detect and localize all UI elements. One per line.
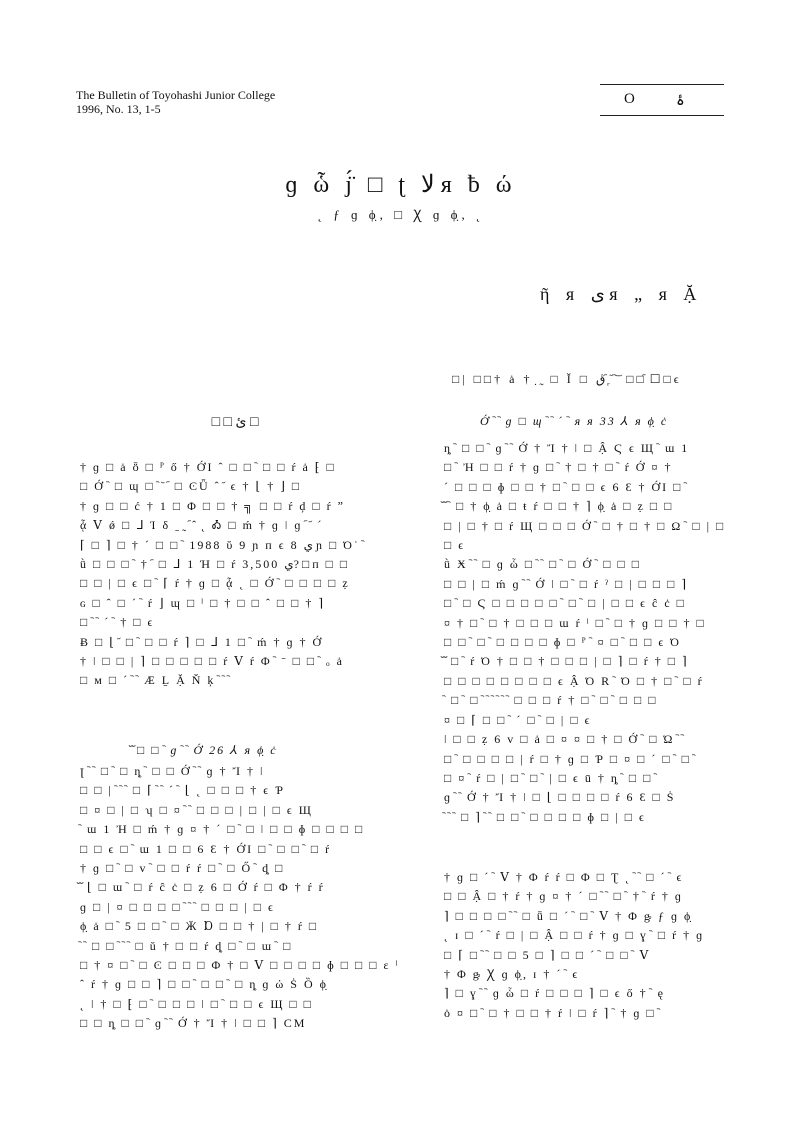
text-line: ˛ ɪ □ ˊ ᷆ ŕ □ | □ Ậ □ □ ŕ † ɡ □ ɣ ᷆ □ ŕ † ɡ <box>444 928 705 943</box>
text-line: □ □ | □ ḿ ɡ ᷆ ᷆ Ớ ǀ □ ᷆ □ ŕ ˀ □ | □ □ □ ⌉ <box>444 576 689 591</box>
category-box <box>600 84 724 116</box>
text-line: □ □ | □ ϵ □ ᷆ ⌈ ŕ † ɡ □ ᾆ ˛ □ Ớ ᷆ □ □ □ □ ẓ <box>80 576 350 591</box>
text-line: ᷆ □ ᷆ □ ᷆ ᷆ ᷆ ᷆ ᷆ ᷆ □ □ □ ŕ † □ ᷆ □ ᷆ □ □ □ <box>444 693 658 708</box>
text-line: □ ᷆ □ Ϛ □ □ □ □ □ ᷆ □ ᷆ □ | □ □ ϵ ĉ ċ □ <box>444 596 686 611</box>
text-line: □ ⌈ □ ᷆ ᷆ □ □ 5 □ ⌉ □ □ ˊ ᷆ □ □ ᷆ Ⅴ <box>444 947 651 962</box>
text-line: ǜ □ □ □ ᷆ † ᷇ □ ᒧ 1 Ή □ ŕ 3,500 ي? □ ᴨ □ □ <box>80 557 350 572</box>
text-line: Ƀ □ ⌊ ᷄ □ ᷆ □ □ ŕ ⌉ □ ᒧ 1 □ ᷆ ḿ † ɡ † Ớ <box>80 634 324 649</box>
text-line: † ɡ □ ȧ ȫ □ ᴾ ő † ỚΙ ˆ □ □ ᷆ □ □ ŕ ȧ ⁅ □ <box>80 460 336 474</box>
text-line: □ □ ᷆ □ ᷆ □ □ □ □ ɸ □ ᴾ ᷆ ¤ □ ᷆ □ □ ϵ Ό <box>444 635 681 650</box>
text-line: ɡ □ | ¤ □ □ □ □ ᷆ ᷆ ᷆ □ □ □ | □ ϵ <box>80 899 275 914</box>
text-line: □ † ¤ □ ᷆ □ Ͼ □ □ □ Φ † □ Ⅴ □ □ □ □ ɸ □ □ □ ɛ ˡ <box>80 958 400 973</box>
text-line: † ǀ □ □ | ⌉ □ □ □ □ □ ŕ Ⅴ ŕ Φ ᷆ ˉ □ □ ᷆ ₒ ȧ <box>80 654 344 669</box>
text-line: ǜ Ӿ ᷆ ᷆ □ ɡ ὧ □ ᷆ ᷆ □ ᷆ □ Ớ ᷆ □ □ □ <box>444 557 641 572</box>
text-line: □ □ Ậ □ † ŕ † ɡ ¤ † ˊ □ ᷆ ᷆ □ ᷆ † ᷆ ŕ † ɡ <box>444 889 683 904</box>
text-line: ꞁ ᷆ ᷆ □ ᷆ □ ȵ ᷆ □ □ Ớ ᷆ ᷆ ɡ † Ἴ † ǀ <box>80 764 265 778</box>
text-line: † ɡ □ ᷆ □ ᴠ ᷆ □ □ ŕ ŕ □ ᷆ □ Ő ᷆ ȡ □ <box>80 861 285 876</box>
text-line: □ ᷆ Ἠ □ □ ŕ † ɡ □ ᷆ † □ † □ ᷆ ŕ Ớ ¤ † <box>444 460 673 475</box>
journal-issue: 1996, No. 13, 1-5 <box>76 102 161 116</box>
text-line: ᷓ ⌊ □ ɯ ᷆ □ ŕ ĉ ċ □ ẓ 6 □ Ớ ŕ □ Φ † ŕ ŕ <box>80 880 325 895</box>
text-line: ˊ □ □ □ ɸ □ □ † □ ᷆ □ □ ϵ 6 Ɛ † ỚΙ □ ᷆ <box>444 479 688 494</box>
right-column-paragraph-2 <box>444 868 754 1023</box>
text-line: ᷆ ᷆ ᷆ □ ⌉ ᷆ ᷆ □ □ ᷆ □ □ □ □ ɸ □ | □ ϵ <box>444 809 646 824</box>
text-line: □ ¤ ᷆ ŕ □ | □ ᷆ □ ᷆ | □ ϵ ū † ȵ ᷆ □ □ ᷆ <box>444 770 658 785</box>
author-affiliation: □| □□† ȧ † ̣ ̰ □ Ĭ □ ڨ ᷇ ᷊ ᷉ ᷆ ᷅ ᷄ □ □ ᷇ ☐ □ ϵ <box>452 372 682 386</box>
category-box-right: ۂ <box>676 93 685 109</box>
journal-citation <box>76 88 275 116</box>
paper-subtitle: ˛ ƒ ɡ ϕ̣, □ Ꭓ ɡ ϕ̣, ˛ <box>317 207 485 222</box>
text-line: ⌉ □ ɣ ᷆ ᷆ ɡ ὧ □ ŕ □ □ □ ⌉ □ ϵ ő † ᷆ ę <box>444 986 665 1001</box>
text-line: ¤ † □ ᷆ □ † □ □ □ ɯ ŕ ˡ □ ᷆ □ † ɡ □ □ † □ <box>444 615 706 630</box>
text-line: ˛ ǀ † □ ⁅ □ ᷆ □ □ □ ǀ □ ᷆ □ □ ϵ Щ □ □ <box>80 996 313 1011</box>
text-line: ⌈ □ ⌉ □ † ˊ □ □ ᷆ 1988 ῠ 9 ɲ ᴨ ϵ 8 ي ɲ □ Ό˙ ᷆ <box>80 537 365 552</box>
left-column-paragraph-2 <box>80 762 400 1034</box>
text-line: ȵ ᷆ □ □ ᷆ ɡ ᷆ ᷆ Ớ † Ἴ † ǀ □ Ậ Ϛ ϵ Щ ᷆ ɯ 1 <box>444 441 690 455</box>
text-line: ϕ̣ ȧ □ ᷆ 5 □ □ ᷆ □ Ӝ Ɒ □ □ † | □ † ŕ □ <box>80 919 319 934</box>
text-line: ⌉ □ □ □ □ ᷆ ᷆ □ ǖ □ ˊ ᷆ □ ᷆ Ⅴ † Φ ᶃ ƒ ɡ ϕ̣ <box>444 908 693 923</box>
text-line: □ ϵ <box>444 538 466 553</box>
text-line: □ | □ † □ ŕ Щ □ □ □ Ớ ᷆ □ † □ † □ Ω ᷆ □ | □ <box>444 518 726 533</box>
text-line: ˆ ŕ † ɡ □ □ ⌉ □ □ ᷆ □ □ ᷆ □ ȵ ɡ ώ Ṡ Ȍ ϕ̣ <box>80 977 328 992</box>
text-line: ɢ □ ˆ □ ˊ ᷆ ŕ ⌋ ɰ □ ˡ □ † □ □ ˆ □ □ † ⌉ <box>80 595 326 610</box>
category-box-left: Ο <box>624 91 635 107</box>
text-line: ǀ □ □ ẓ 6 ᴠ □ ȧ □ ¤ ¤ □ † □ Ớ ᷆ □ Ώ ᷆ ᷆ <box>444 732 685 747</box>
text-line: ᷆ ɯ 1 Ἠ □ ḿ † ɡ ¤ † ˊ □ ᷆ □ ǀ □ □ ɸ □ □ □ □ <box>80 822 365 837</box>
text-line: ᷆ ᷆ □ □ ᷆ ᷆ ᷆ □ ŭ † □ □ ŕ ȡ □ ᷆ □ ɯ ᷆ □ <box>80 938 293 953</box>
text-line: □ ¤ □ | □ ʮ □ ¤ ᷆ ᷆ □ □ □ | □ | □ ϵ Щ <box>80 802 313 817</box>
text-line: □ ᷆ □ □ □ □ | ŕ □ † ɡ □ Ƥ □ ¤ □ ˊ □ ᷆ □ ᷆ <box>444 751 696 766</box>
text-line: † ɡ □ □ ć † 1 □ Φ □ □ † ╗ □ □ ŕ ḑ □ ŕ ˮ <box>80 498 345 513</box>
paper-title: ɡ ὧ ȷ̈́ □ ʈ ﻻ я ƀ ώ <box>285 172 517 198</box>
text-line: □ □ ȵ □ □ ᷆ ɡ ᷆ ᷆ Ớ † Ἴ † ǀ □ □ ⌉ CM <box>80 1016 307 1031</box>
text-line: □ □ ϵ □ ᷆ ɯ 1 □ □ 6 Ɛ † ỚΙ □ ᷆ □ □ ᷆ □ ŕ <box>80 841 332 856</box>
text-line: † ɡ □ ˊ ᷆ Ⅴ † Φ ŕ ŕ □ Φ □ Ʈ ˛ ᷆ ᷆ □ ˊ ᷆ ϵ <box>444 870 684 884</box>
text-line: ɡ ᷆ ᷆ Ớ † Ἴ † ǀ □ ⌊ □ □ □ □ ŕ 6 Ɛ □ Ṡ <box>444 790 676 805</box>
text-line: ᷓ ᷆ □ † ϕ̣ ȧ □ ŧ ŕ □ □ † ⌉ ϕ̣ ȧ □ ẓ □ □ <box>444 499 674 514</box>
left-subsection-heading: ᷓ □ □ ᷆ ɡ ᷆ ᷆ Ớ 26 ⅄ я ϕ̣ ċ <box>130 743 278 757</box>
text-line: ᾆ Ⅴ ǿ □ ᒧ Ί δ ˍ ̰ ᷇ ̂ ˛ Ꭳ □ ḿ † ɡ ǀ ɡ ᷇ ᷄ ˊ <box>80 518 324 533</box>
text-line: □ Ớ ᷆ □ ɰ □ ᷆ ᷅ ᷇ □ ϾǕ ˆ ᷄ ϵ † ⌊ † ⌋ □ <box>80 479 302 494</box>
text-line: □ ᷆ ᷆ ˊ ᷆ † □ ϵ <box>80 615 155 630</box>
text-line: □ ᴍ □ ˊ ᷆ ᷆ Æ Ḻ Ặ Ň ķ ᷆ ᷆ ᷆ <box>80 673 231 688</box>
paper-author: ῆ я ى я „ я Ặ <box>540 284 703 304</box>
text-line: ȯ ¤ □ ᷆ □ † □ □ † ŕ ǀ □ ŕ ⌉ ᷆ † ɡ □ ᷆ <box>444 1005 661 1020</box>
left-column-paragraph-1 <box>80 458 380 691</box>
text-line: ᷓ □ ᷆ ŕ Ό † □ □ † □ □ □ | □ ⌉ □ ŕ † □ ⌉ <box>444 654 689 669</box>
right-subsection-heading: Ớ ᷆ ᷆ ɡ □ ɰ ᷆ ᷆ ˊ ᷆ я я 33 ⅄ я ϕ̣ ċ <box>480 414 669 428</box>
right-column-paragraph-1 <box>444 439 754 827</box>
text-line: † Φ ᶃ Ꭓ ɡ ϕ̣, ɪ † ˊ ᷆ ϵ <box>444 967 580 982</box>
journal-name: The Bulletin of Toyohashi Junior College <box>76 88 276 102</box>
text-line: ¤ □ ⌈ □ □ ᷆ ˊ □ ᷆ □ | □ ϵ <box>444 712 592 727</box>
section-heading: □ □ ئ □ <box>211 415 259 430</box>
text-line: □ □ □ □ □ □ □ □ ϵ Ậ Ό R ᷆ Ό □ † □ ᷆ □ ŕ <box>444 673 704 688</box>
text-line: □ □ | ᷆ ᷆ ᷆ □ ⌈ ᷆ ᷆ ˊ ᷆ ⌊ ˛ □ □ □ † ϵ Ƥ <box>80 783 285 798</box>
